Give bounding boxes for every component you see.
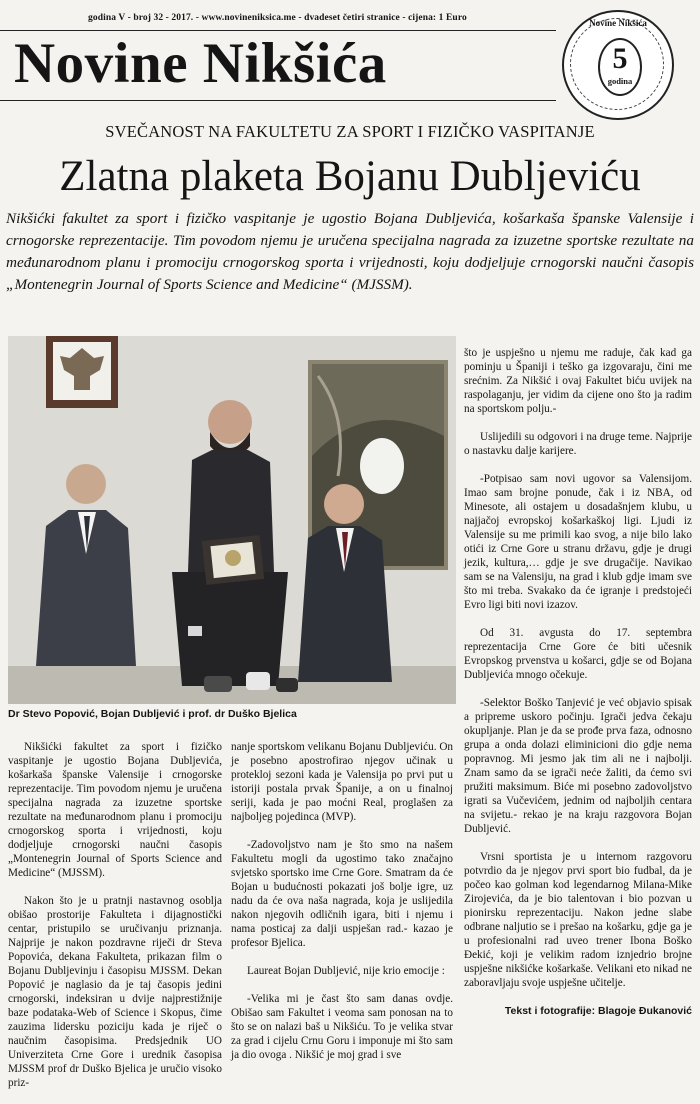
paragraph: Vrsni sportista je u internom razgovoru potvrdio da je njegov prvi sport bio fudbal, da je počeo kao golman kod legendarnog Milana-Mike Zirojevića, da je bio talentovan i bio pozvan u pionirsku reprezentaciju. Nakon jedne slabe odbrane naljutio se i prešao na košarku, gdje ga je u profesionalni rad uveo trener Ibona Boško Đekić, koji je velikim radom iznjedrio brojne uspješne nikšićke košarkaše. Velikani eto nikad ne zaboravljaju svoje uspješne učitelje. [464,851,692,989]
article-headline: Zlatna plaketa Bojanu Dubljeviću [59,153,641,200]
article-kicker: SVEČANOST NA FAKULTETU ZA SPORT I FIZIČKO VASPITANJE [105,122,595,141]
paragraph: što je uspješno u njemu me raduje, čak kad ga pominju u Španiji i teško ga izgovaraju, čini me srećnim. Za Nikšić i ovaj Fakultet biću uvijek na raspolaganju, jer vidim da cijene ono što ja radim na sportskom polju.- [464,347,692,415]
shirt-logo-icon [188,626,202,636]
photo-caption: Dr Stevo Popović, Bojan Dubljević i prof. dr Duško Bjelica [8,708,297,720]
paragraph: Nakon što je u pratnji nastavnog osoblja obišao prostorije Fakulteta i dijagnostički centar, pristupilo se uručivanju priznanja. Najprije je nakon pozdravne riječi dr Steva Popovića, dekana Fakulteta, prikazan film o Bojanu Dubljevinju i časopisu MJSSM. Dekan Popović je naglasio da je taj časopis jedini crnogorski, indeksiran u dvije najprestižnije baze podataka-Web of Science i Skopus, čime zauzima lidersku poziciju kada je riječ o naučnim časopisima. Predsjednik UO Univerziteta Crne Gore i urednik časopisa MJSSM prof dr Duško Bjelica je uručio visoko priz- [8,895,222,1089]
microphone-icon [204,676,232,692]
masthead-title: Novine Nikšića [14,32,387,95]
article-photo [8,336,456,704]
paragraph: Laureat Bojan Dubljević, nije krio emocije : [247,965,445,977]
anniversary-seal [562,10,674,120]
paragraph: -Potpisao sam novi ugovor sa Valensijom. Imao sam brojne ponude, čak i iz NBA, od Minesote, ali ostajem u dosadašnjem klubu, u najjačoj evropskoj košarkaškoj ligi. Ljudi iz Valensije su me primili kao svog, a nije bilo lako otići iz Crne Gore u stranu državu, gdje je drugi jezik, kultura,… gdje je sve drugačije. Navikao sam se na Valensiju, na grad i klub gdje imam sve što mi treba. Svakako da će igranje i predstojeći Evro ligi biti novi izazov. [464,473,692,611]
seal-number-badge [598,38,642,96]
masthead-issue-info: godina V - broj 32 - 2017. - www.novineniksica.me - dvadeset četiri stranice - cijena: 1 Euro [88,13,467,23]
paragraph: -Zadovoljstvo nam je što smo na našem Fakultetu mogli da ugostimo tako značajno svjetsko sportsko ime Crne Gore. Smatram da će Bojan u budućnosti pokazati još bolje igre, uz nadu da će ova naša nagrada, koja je uslijedila nakon njegovih odličnih igara, biti i njemu i nama posticaj za dalji uspješan rad.- kazao je profesor Bjelica. [231,839,453,949]
center-man-head [208,400,252,444]
article-byline: Tekst i fotografije: Blagoje Đukanović [504,1005,692,1017]
article-column-3 [464,346,692,1032]
left-man-head [66,464,106,504]
paragraph: Uslijedili su odgovori i na druge teme. Najprije o nastavku dalje karijere. [464,431,692,457]
seal-number: 5 [612,42,628,75]
photo-illustration [8,336,456,704]
paragraph: Nikšićki fakultet za sport i fizičko vaspitanje je ugostio Bojana Dubljevića, košarkaša španske Valensije i crnogorske reprezentacije. Tim povodom njemu je uručena specijalna nagrada za izuzetne sportske rezultate na međunarodnom planu i promociju crnogorskog sporta i vrijednosti, koju dodjeljuje crnogorski naučni časopis „Montenegrin Journal of Sports Science and Medicine“ (MJSSM). [8,741,222,879]
seal-number-label: godina [607,76,633,86]
microphone-icon [276,678,298,692]
plaque-medal [225,550,241,566]
microphone-icon [246,672,270,690]
seal-label: Novine Nikšića [589,18,647,28]
article-lead: Nikšićki fakultet za sport i fizičko vaspitanje je ugostio Bojana Dubljevića, košarkaša španske Valensije i crnogorske reprezentacije. Tim povodom njemu je uručena specijalna nagrada za izuzetne sportske rezultate na međunarodnom planu i promociju crnogorskog sporta i vrijednosti, koju dodjeljuje crnogorski naučni časopis „Montenegrin Journal of Sports Science and Medicine“ (MJSSM). [6,210,694,293]
paragraph: Od 31. avgusta do 17. septembra reprezentacija Crne Gore će biti učesnik Evropskog prvenstva u košarci, gdje se od Bojana Dubljevića mnogo očekuje. [464,627,692,681]
article-column-1 [8,740,222,1104]
paragraph: -Velika mi je čast što sam danas ovdje. Obišao sam Fakultet i veoma sam ponosan na to što se on nalazi baš u Nikšiću. To je velika stvar za grad i cijelu Crnu Goru i imponuje mi što sam ja dio ovoga . Nikšić je moj grad i sve [231,993,453,1061]
paragraph: -Selektor Boško Tanjević je već objavio spisak a pripreme uskoro počinju. Igrači jedva čekaju okupljanje. Plan je da se prođe prva faza, odnosno grupa a onda dolazi eliminicioni dio gdje nema popravnog. Mi jesmo jak tim ali ne i najbolji. Znam samo da se igrači neće žaliti, da ćemo svi pružiti maksimum. Biće mi posebno zadovoljstvo igrati sa Vučevićem, jednim od najboljih centara na svijetu.- rekao je na kraju razgovora Bojan Dubljević. [464,697,692,835]
masthead-top-rule [0,30,556,31]
masthead-bottom-rule [0,100,556,101]
right-man-head [324,484,364,524]
paragraph: nanje sportskom velikanu Bojanu Dubljeviću. On je posebno apostrofirao njegov učinak u proteklој sezoni kada je Valensija po prvi put u istoriji postala prvak Španije, a on u finalnoj seriji, kada je pao moćni Real, proglašen za najboljeg pojedinca (MVP). [231,741,453,823]
article-column-2 [231,740,453,1076]
